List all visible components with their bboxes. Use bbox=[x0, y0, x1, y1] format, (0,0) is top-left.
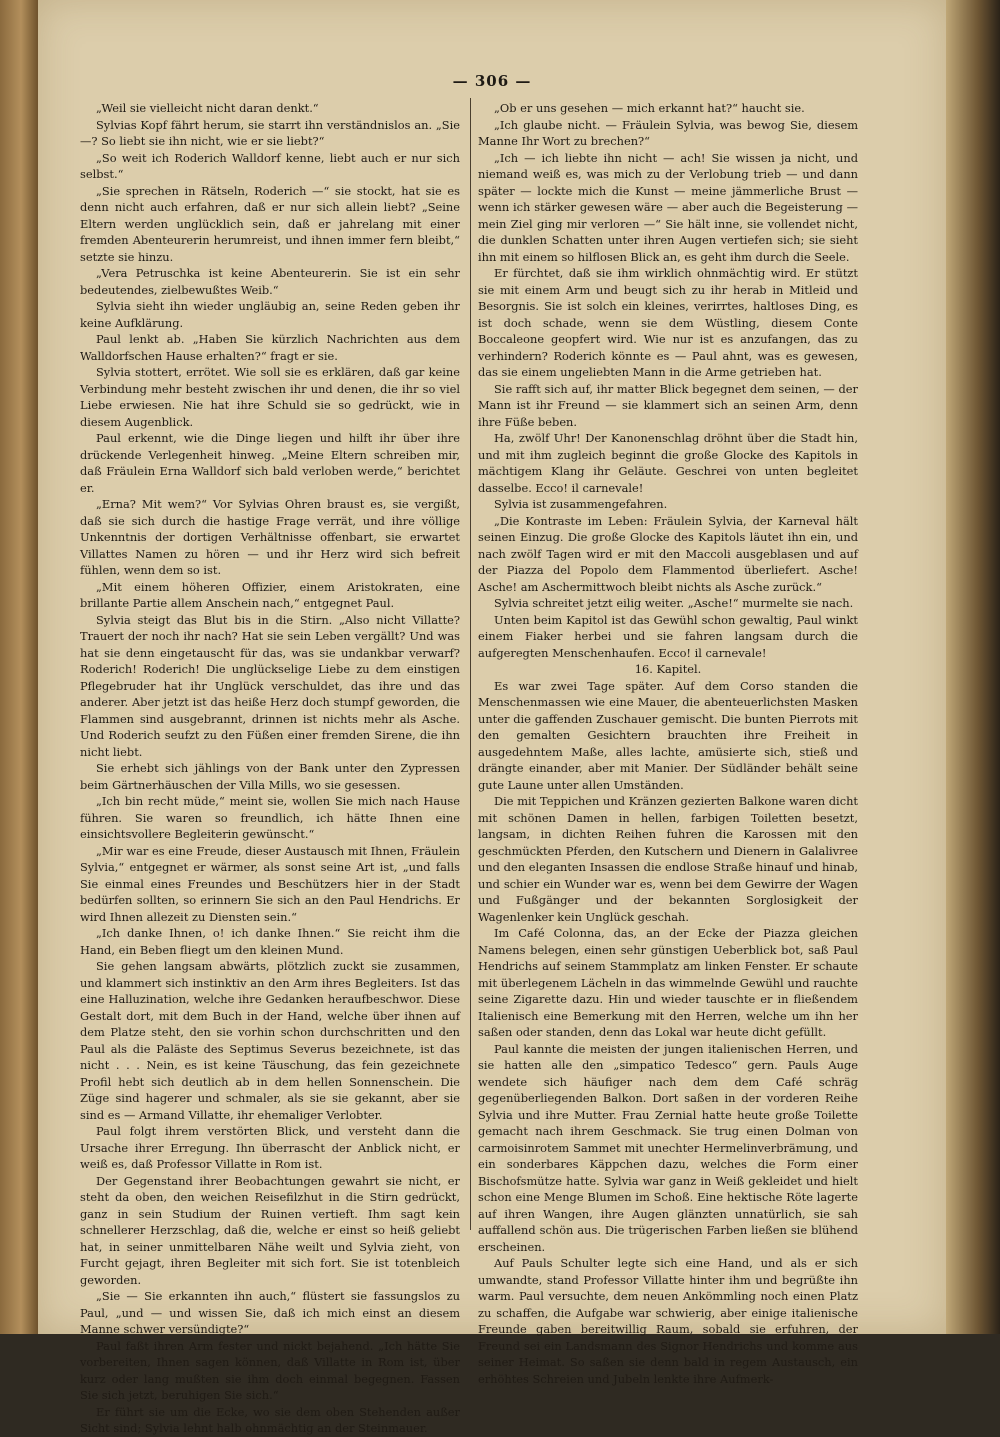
paragraph: Sylvia schreitet jetzt eilig weiter. „Asche!“ murmelte sie nach. bbox=[494, 596, 854, 610]
paragraph: „Erna? Mit wem?“ Vor Sylvias Ohren braust es, sie vergißt, daß sie sich durch die hastige Frage verrät, und ihre völlige Unkenntnis der dortigen Verhältnisse offenbart, sie erwartet Villattes Namen zu hören — und ihr Herz wird sich befreit fühlen, wenn dem so ist. bbox=[80, 497, 460, 577]
paragraph: Er fürchtet, daß sie ihm wirklich ohnmächtig wird. Er stützt sie mit einem Arm und beugt sich zu ihr herab in Mitleid und Besorgnis. Sie ist solch ein kleines, verirrtes, haltloses Ding, es ist doch schade, wenn sie dem Wüstling, diesem Conte Boccaleone geopfert wird. Wie nur ist es anzufangen, das zu verhindern? Roderich könnte es — Paul ahnt, was es gewesen, das sie einem ungeliebten Mann in die Arme getrieben hat. bbox=[478, 266, 858, 379]
paragraph: Ha, zwölf Uhr! Der Kanonenschlag dröhnt über die Stadt hin, und mit ihm zugleich beginnt die große Glocke des Kapitols in mächtigem Klang ihr Geläute. Geschrei von unten begleitet dasselbe. Ecco! il carnevale! bbox=[478, 431, 858, 495]
paragraph: Sylvia steigt das Blut bis in die Stirn. „Also nicht Villatte? Trauert der noch ihr nach? Hat sie sein Leben vergällt? Und was hat sie denn eingetauscht für das, was sie undankbar verwarf? Roderich! Roderich! Die unglückselige Liebe zu dem einstigen Pflegebruder hat ihr Unglück verschuldet, das ihre und das anderer. Aber jetzt ist das heiße Herz doch stumpf geworden, die Flammen sind ausgebrannt, drinnen ist nichts mehr als Asche. Und Roderich seufzt zu den Füßen einer fremden Sirene, die ihn nicht liebt. bbox=[80, 612, 460, 759]
paragraph: „Ich — ich liebte ihn nicht — ach! Sie wissen ja nicht, und niemand weiß es, was mich zu der Verlobung trieb — und dann später — lockte mich die Kunst — meine jämmerliche Brust — wenn ich stärker gewesen wäre — aber auch die Begeisterung — mein Ziel ging mir verloren —“ Sie hält inne, sie vollendet nicht, die dunklen Schatten unter ihren Augen vertiefen sich; sie sieht ihn mit einem so hilflosen Blick an, es geht ihm durch die Seele. bbox=[478, 150, 858, 264]
paragraph: Im Café Colonna, das, an der Ecke der Piazza gleichen Namens belegen, einen sehr günstigen Ueberblick bot, saß Paul Hendrichs auf seinem Stammplatz am linken Fenster. Er schaute mit überlegenem Lächeln in das wimmelnde Gewühl und rauchte seine Zigarette dazu. Hin und wieder tauschte er in fließendem Italienisch eine Bemerkung mit den Herren, welche um ihn her saßen oder standen, denn das Lokal war heute dicht gefüllt. bbox=[478, 926, 858, 1039]
paragraph: „Mit einem höheren Offizier, einem Aristokraten, eine brillante Partie allem Anschein nach,“ entgegnet Paul. bbox=[80, 579, 460, 610]
paragraph: Sylvia sieht ihn wieder ungläubig an, seine Reden geben ihr keine Aufklärung. bbox=[80, 299, 460, 330]
page-number: — 306 — bbox=[452, 72, 532, 90]
right-column bbox=[478, 100, 858, 1386]
paragraph: Paul lenkt ab. „Haben Sie kürzlich Nachrichten aus dem Walldorfschen Hause erhalten?“ fragt er sie. bbox=[80, 332, 460, 363]
paragraph: Auf Pauls Schulter legte sich eine Hand, und als er sich umwandte, stand Professor Villatte hinter ihm und begrüßte ihn warm. Paul versuchte, dem neuen Ankömmling noch einen Platz zu schaffen, die Aufgabe war schwierig, aber einige italienische Freunde gaben bereitwillig Raum, sobald sie erfuhren, der Freund sei ein Landsmann des Signor Hendrichs und komme aus seiner Heimat. So saßen sie denn bald in regem Austausch, ein erhöhtes Schreien und Jubeln lenkte ihre Aufmerk- bbox=[478, 1256, 858, 1386]
paragraph: „Ich bin recht müde,“ meint sie, wollen Sie mich nach Hause führen. Sie waren so freundlich, ich hätte Ihnen eine einsichtsvollere Begleiterin gewünscht.“ bbox=[80, 794, 460, 841]
book-binding-edge bbox=[0, 0, 38, 1334]
paragraph: Paul erkennt, wie die Dinge liegen und hilft ihr über ihre drückende Verlegenheit hinweg. „Meine Eltern schreiben mir, daß Fräulein Erna Walldorf sich bald verloben werde,“ berichtet er. bbox=[80, 431, 460, 495]
paragraph: „Sie — Sie erkannten ihn auch,“ flüstert sie fassungslos zu Paul, „und — und wissen Sie, daß ich mich einst an diesem Manne schwer versündigte?“ bbox=[80, 1289, 460, 1336]
paragraph: Unten beim Kapitol ist das Gewühl schon gewaltig, Paul winkt einem Fiaker herbei und sie fahren langsam durch die aufgeregten Menschenhaufen. Ecco! il carnevale! bbox=[478, 612, 858, 660]
paragraph: „So weit ich Roderich Walldorf kenne, liebt auch er nur sich selbst.“ bbox=[80, 150, 460, 181]
next-page-edge bbox=[946, 0, 1000, 1334]
paragraph: „Die Kontraste im Leben: Fräulein Sylvia, der Karneval hält seinen Einzug. Die große Glocke des Kapitols läutet ihn ein, und nach zwölf Tagen wird er mit den Maccoli ausgeblasen und auf der Piazza del Popolo dem Flammentod überliefert. Asche! Asche! am Aschermittwoch bleibt nichts als Asche zurück.“ bbox=[478, 513, 858, 594]
paragraph: „Ich glaube nicht. — Fräulein Sylvia, was bewog Sie, diesem Manne Ihr Wort zu brechen?“ bbox=[478, 117, 858, 148]
left-column bbox=[80, 100, 460, 1435]
paragraph: Paul faßt ihren Arm fester und nickt bejahend. „Ich hätte Sie vorbereiten, Ihnen sagen können, daß Villatte in Rom ist, über kurz oder lang mußten sie ihm doch einmal begegnen. Fassen Sie sich jetzt, beruhigen Sie sich.“ bbox=[80, 1338, 460, 1402]
paragraph: Es war zwei Tage später. Auf dem Corso standen die Menschenmassen wie eine Mauer, die abenteuerlichsten Masken unter die gaffenden Zuschauer gemischt. Die bunten Pierrots mit den gemalten Gesichtern brauchten ihre Freiheit in ausgedehntem Maße, alles lachte, amüsierte sich, stieß und drängte einander, aber mit Manier. Der Südländer behält seine gute Laune unter allen Umständen. bbox=[478, 678, 858, 792]
paragraph: „Weil sie vielleicht nicht daran denkt.“ bbox=[96, 101, 319, 115]
paragraph: Paul folgt ihrem verstörten Blick, und versteht dann die Ursache ihrer Erregung. Ihn überrascht der Anblick nicht, er weiß es, daß Professor Villatte in Rom ist. bbox=[80, 1124, 460, 1171]
paragraph: Sylvia ist zusammengefahren. bbox=[494, 497, 668, 511]
paragraph: Sie rafft sich auf, ihr matter Blick begegnet dem seinen, — der Mann ist ihr Freund — sie klammert sich an seinen Arm, denn ihre Füße beben. bbox=[478, 381, 858, 429]
paragraph: Die mit Teppichen und Kränzen gezierten Balkone waren dicht mit schönen Damen in hellen, farbigen Toiletten besetzt, langsam, in dichten Reihen fuhren die Karossen mit den geschmückten Pferden, den Kutschern und Dienern in Galalivree und den eleganten Insassen die endlose Straße hinauf und hinab, und schier ein Wunder war es, wenn bei dem Gewirre der Wagen und Fußgänger und der bekannten Sorglosigkeit der Wagenlenker kein Unglück geschah. bbox=[478, 794, 858, 924]
paragraph: „Ob er uns gesehen — mich erkannt hat?“ haucht sie. bbox=[494, 101, 805, 115]
paragraph: Paul kannte die meisten der jungen italienischen Herren, und sie hatten alle den „simpatico Tedesco“ gern. Pauls Auge wendete sich häufiger nach dem dem Café schräg gegenüberliegenden Balkon. Dort saßen in der vorderen Reihe Sylvia und ihre Mutter. Frau Zernial hatte heute große Toilette gemacht nach ihrem Geschmack. Sie trug einen Dolman von carmoisinrotem Sammet mit unechter Hermelinverbrämung, und ein sonderbares Käppchen dazu, welches die Form einer Bischofsmütze hatte. Sylvia war ganz in Weiß gekleidet und hielt schon eine Menge Blumen im Schoß. Eine hektische Röte lagerte auf ihren Wangen, ihre Augen glänzten unnatürlich, sie sah auffallend schön aus. Die trügerischen Farben ließen sie blühend erscheinen. bbox=[478, 1041, 858, 1254]
paragraph: Sylvias Kopf fährt herum, sie starrt ihn verständnislos an. „Sie —? So liebt sie ihn nicht, wie er sie liebt?“ bbox=[80, 117, 460, 148]
paragraph: „Vera Petruschka ist keine Abenteurerin. Sie ist ein sehr bedeutendes, zielbewußtes Weib.“ bbox=[80, 266, 460, 297]
paragraph: Der Gegenstand ihrer Beobachtungen gewahrt sie nicht, er steht da oben, den weichen Reisefilzhut in die Stirn gedrückt, ganz in sein Studium der Ruinen vertieft. Ihm sagt kein schnellerer Herzschlag, daß die, welche er einst so heiß geliebt hat, in seiner unmittelbaren Nähe weilt und Sylvia zieht, von Furcht gejagt, ihren Begleiter mit sich fort. Sie ist totenbleich geworden. bbox=[80, 1173, 460, 1287]
chapter-heading: 16. Kapitel. bbox=[634, 662, 702, 676]
paragraph: „Sie sprechen in Rätseln, Roderich —“ sie stockt, hat sie es denn nicht auch erfahren, daß er nur sich allein liebt? „Seine Eltern werden unglücklich sein, daß er jahrelang mit einer fremden Abenteurerin herumreist, und ihnen immer fern bleibt,“ setzte sie hinzu. bbox=[80, 183, 460, 264]
paragraph: „Mir war es eine Freude, dieser Austausch mit Ihnen, Fräulein Sylvia,“ entgegnet er wärmer, als sonst seine Art ist, „und falls Sie einmal eines Freundes und Beschützers hier in der Stadt bedürfen sollten, so erinnern Sie sich an den Paul Hendrichs. Er wird Ihnen allezeit zu Diensten sein.“ bbox=[80, 843, 460, 924]
paragraph: Sie gehen langsam abwärts, plötzlich zuckt sie zusammen, und klammert sich instinktiv an den Arm ihres Begleiters. Ist das eine Halluzination, welche ihre Gedanken heraufbeschwor. Diese Gestalt dort, mit dem Buch in der Hand, welche über ihnen auf dem Platze steht, den sie vorhin schon durchschritten und den Paul als die Paläste des Septimus Severus bezeichnete, ist das nicht . . . Nein, es ist keine Täuschung, das fein gezeichnete Profil hebt sich deutlich ab in dem hellen Sonnenschein. Die Züge sind hagerer und schmaler, als sie sie gekannt, aber sie sind es — Armand Villatte, ihr ehemaliger Verlobter. bbox=[80, 959, 460, 1122]
paragraph: Sylvia stottert, errötet. Wie soll sie es erklären, daß gar keine Verbindung mehr besteht zwischen ihr und denen, die ihr so viel Liebe erwiesen. Nie hat ihre Schuld sie so gedrückt, wie in diesem Augenblick. bbox=[80, 365, 460, 429]
paragraph: Er führt sie um die Ecke, wo sie dem oben Stehenden außer Sicht sind; Sylvia lehnt halb ohnmächtig an der Steinmauer. bbox=[80, 1404, 460, 1435]
column-divider bbox=[470, 98, 471, 1230]
paragraph: „Ich danke Ihnen, o! ich danke Ihnen.“ Sie reicht ihm die Hand, ein Beben fliegt um den kleinen Mund. bbox=[80, 926, 460, 957]
paragraph: Sie erhebt sich jählings von der Bank unter den Zypressen beim Gärtnerhäuschen der Villa Mills, wo sie gesessen. bbox=[80, 761, 460, 792]
